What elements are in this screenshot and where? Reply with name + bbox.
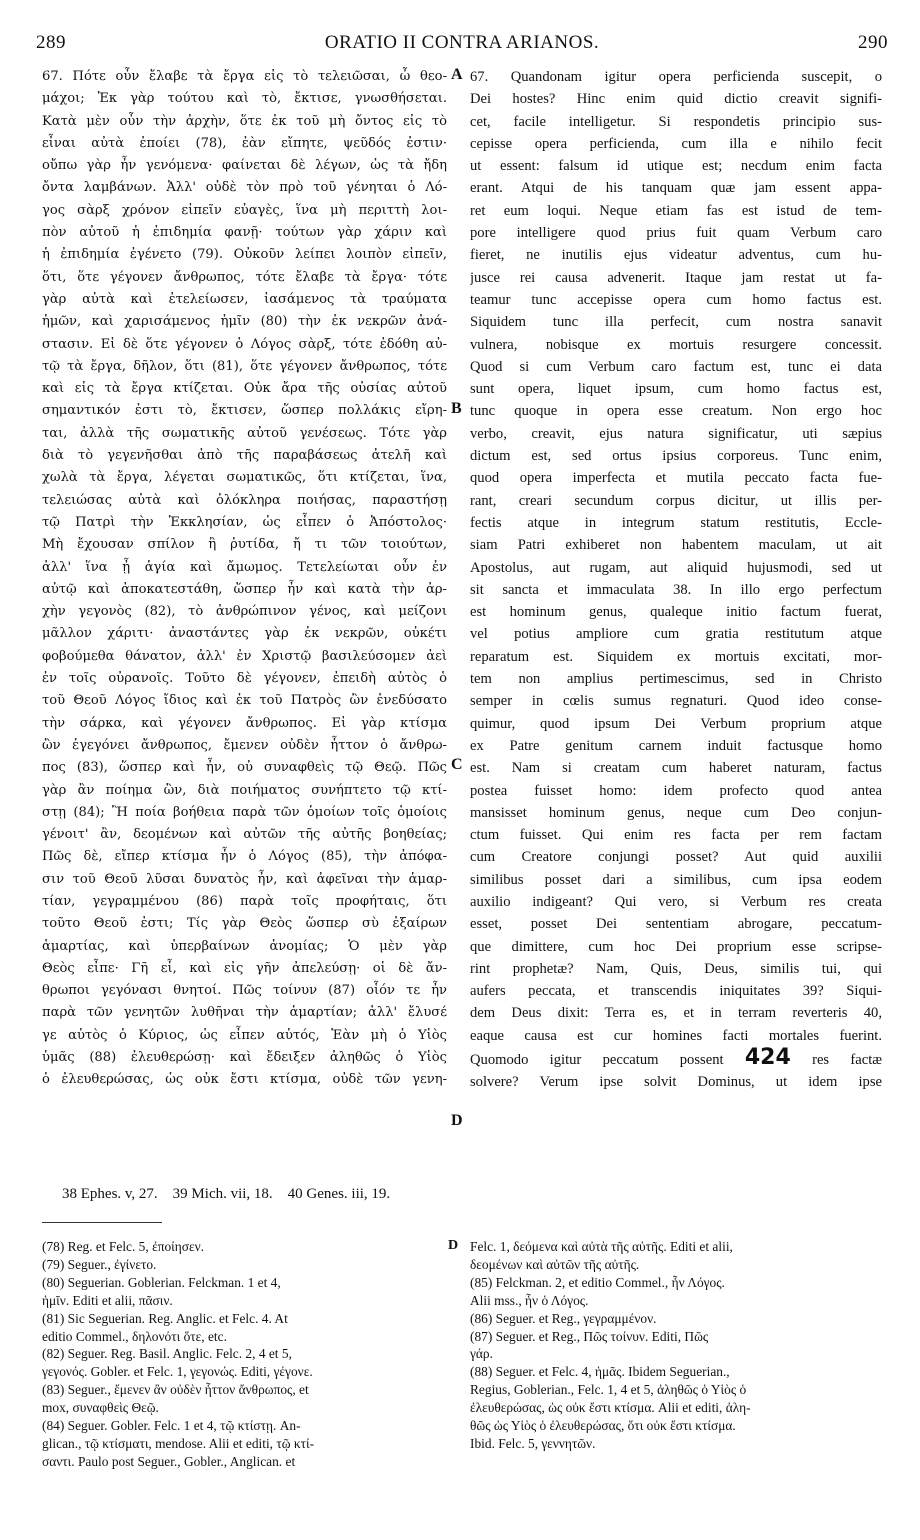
critical-note-line: ἡμῖν. Editi et alii, πᾶσιν. <box>42 1292 173 1308</box>
greek-text-line: γος σὰρξ χρόνον εἰπεῖν εὐαγὲς, ἵνα μὴ περιττὴ λοι- <box>42 202 447 218</box>
greek-text-line: Θεὸς εἶπε· Γῆ εἶ, καὶ εἰς γῆν ἀπελεύσῃ· οἱ δὲ ἄν- <box>42 960 447 976</box>
latin-text-line: cet, facile intelligetur. Si respondetis principio sus- <box>470 113 882 130</box>
greek-text-line: φοβούμεθα θάνατον, ἀλλ' ἐν Χριστῷ βασιλεύσομεν ἀεὶ <box>42 648 447 664</box>
critical-note-line: γάρ. <box>470 1346 493 1362</box>
critical-note-line: σαντι. Paulo post Seguer., Gobler., Anglican. et <box>42 1453 296 1469</box>
latin-text-line: similibus posset dari a similibus, cum ipsa eodem <box>470 871 882 888</box>
greek-text-line: ται, ἀλλὰ τῆς σωματικῆς αὐτοῦ γενέσεως. Τότε γὰρ <box>42 425 447 441</box>
greek-text-line: αὐτῷ καὶ ἀποκατεστάθη, ὥσπερ ἦν καὶ κατὰ τὴν ἀρ- <box>42 581 447 597</box>
latin-text-line: reparatum est. Siquidem ex mortuis excitati, mor- <box>470 648 882 665</box>
latin-text-line: fieret, ne inutilis ejus videatur adventus, cum hu- <box>470 247 882 264</box>
latin-text-line <box>470 1047 882 1071</box>
latin-text-line: tem non amplius pertimescimus, sed in Christo <box>470 671 882 688</box>
latin-text-line: sunt opera, liquet ipsum, cum homo factus est, <box>470 381 882 398</box>
latin-text-line: ret eum loqui. Neque etiam fas est istud de tem- <box>470 202 882 219</box>
greek-text-line: τοῦ Θεοῦ Λόγος ἴδιος καὶ ἐκ τοῦ Πατρὸς ὢν ἐνεδύσατο <box>42 693 447 709</box>
running-title: ORATIO II CONTRA ARIANOS. <box>324 32 600 53</box>
greek-text-line: παρὰ τῶν γενητῶν λυθῆναι τὴν ἁμαρτίαν; ἀλλ' ἔλυσέ <box>42 1005 447 1021</box>
greek-text-line: ὑμᾶς (88) ἐλευθερώσῃ· καὶ ἔδειξεν ἀληθῶς ὁ Υἱὸς <box>42 1050 447 1066</box>
greek-text-line: γένοιτ' ἂν, δεομένων καὶ αὐτῶν τῆς αὐτῆς βοηθείας; <box>42 827 447 843</box>
latin-text-line: quod opera imperfecta et mutila peccato facta fue- <box>470 470 882 487</box>
page-number-left: 289 <box>36 32 66 53</box>
notes-margin-letter-d: D <box>448 1238 459 1253</box>
greek-text-line: τοῦτο Θεοῦ ἐστι; Τίς γὰρ Θεὸς ὥσπερ σὺ ἐξαίρων <box>42 916 447 932</box>
critical-note-line: (78) Reg. et Felc. 5, ἐποίησεν. <box>42 1239 205 1254</box>
latin-text-line: eaque causa est cur homines facti mortales fuerint. <box>470 1027 882 1044</box>
latin-text-line: que dimittere, cum hoc Dei proprium esse scripse- <box>470 938 882 955</box>
greek-text-line: τίαν, γεγραμμένου (86) παρὰ τοῖς προφήταις, ὅτι <box>42 893 447 909</box>
margin-letter-d: D <box>451 1112 463 1129</box>
latin-text-line: cepisse opera perficienda, cum illa e nihilo fecit <box>470 135 882 152</box>
latin-text-line: dictum est, sed ortus ipsius corporeus. Tunc enim, <box>470 448 882 465</box>
greek-text-line: Μὴ ἔχουσαν σπίλον ἢ ῥυτίδα, ἤ τι τῶν τοιούτων, <box>42 537 447 553</box>
latin-text-line: jusce rei causa advenerit. Itaque jam restat ut fa- <box>470 269 882 286</box>
critical-note-line: (86) Seguer. et Reg., γεγραμμένον. <box>470 1310 657 1326</box>
greek-text-line: ὄντα λαμβάνων. Ἀλλ' οὐδὲ τὸν πρὸ τοῦ γένηται ὁ Λό- <box>42 180 447 196</box>
scripture-footnotes: 38 Ephes. v, 27. 39 Mich. vii, 18. 40 Genes. iii, 19. <box>62 1186 391 1202</box>
latin-text-line: vulnera, nobisque ex mortuis resurgere concessit. <box>470 336 882 353</box>
latin-text-line: rint prophetæ? Nam, Quis, Deus, similis tui, qui <box>470 960 882 977</box>
greek-text-line: Πῶς δὲ, εἴπερ κτίσμα ἦν ὁ Λόγος (85), τὴν ἀπόφα- <box>42 849 447 865</box>
edition-page-number: 424 <box>744 1047 791 1071</box>
greek-text-line: ἁμαρτίας, καὶ ὑπερβαίνων ἀνομίας; Ὁ μὲν γὰρ <box>42 938 447 954</box>
greek-text-line: ἡμῶν, καὶ χαρισάμενος ἡμῖν (80) τὴν ἐκ νεκρῶν ἀνά- <box>42 314 447 330</box>
page-number-right: 290 <box>858 32 888 53</box>
greek-text-line: σιν τοῦ Θεοῦ λῦσαι δυνατὸς ἦν, καὶ ἀφεῖναι τὴν ἁμαρ- <box>42 871 447 887</box>
greek-text-line: γε αὐτὸς ὁ Κύριος, ὡς εἶπεν αὐτός, Ἐὰν μὴ ὁ Υἱὸς <box>42 1027 447 1043</box>
latin-text-line: tunc quoque in opera esse creatum. Non ergo hoc <box>470 403 882 420</box>
latin-text-line: teamur tunc accepisse opera cum homo factus est. <box>470 291 882 308</box>
latin-line-segment: res factæ <box>812 1052 882 1069</box>
greek-text-line: οὔπω γὰρ ἦν γενόμενα· φαίνεται δὲ λέγων, ὡς τὰ ἤδη <box>42 158 447 174</box>
greek-text-line: πος (83), ὥσπερ καὶ ἦν, οὐ συναφθεὶς τῷ Θεῷ. Πῶς <box>42 760 447 776</box>
greek-text-line: τῷ τὰ ἔργα, δῆλον, ὅτι (81), ὅτε γέγονεν ἄνθρωπος, τότε <box>42 358 447 374</box>
greek-text-line: τὴν σάρκα, καὶ γέγονεν ἄνθρωπος. Εἰ γὰρ κτίσμα <box>42 715 447 731</box>
greek-text-line: καὶ εἰς τὰ ἔργα κτίζεται. Οὐκ ἄρα τῆς οὐσίας αὐτοῦ <box>42 381 447 397</box>
critical-note-line: (84) Seguer. Gobler. Felc. 1 et 4, τῷ κτίστῃ. An- <box>42 1418 301 1434</box>
critical-note-line: θῶς ὡς Υἱὸς ὁ ἐλευθερώσας, ὅτι οὐκ ἔστι κτίσμα. <box>470 1418 736 1434</box>
greek-text-line: γὰρ ἂν ποίημα ὢν, διὰ ποιήματος συνήπτετο τῷ κτί- <box>42 782 447 798</box>
latin-text-line: erant. Atqui de his tanquam quæ jam essent appa- <box>470 180 882 197</box>
greek-text-line: μάχοι; Ἐκ γὰρ τούτου καὶ τὸ, ἔκτισε, γνωσθήσεται. <box>42 91 447 107</box>
footnote-rule <box>42 1222 162 1223</box>
latin-text-line: pore intelligere quod prius fuit quam Verbum caro <box>470 225 882 242</box>
greek-text-line: ὁ ἐλευθερώσας, ὡς οὐκ ἔστι κτίσμα, οὐδὲ τῶν γενη- <box>42 1072 447 1088</box>
latin-text-line: 67. Quandonam igitur opera perficienda suscepit, o <box>470 69 882 85</box>
critical-note-line: mox, συναφθεὶς Θεῷ. <box>42 1400 159 1416</box>
latin-text-line: aufers peccata, et transcendis iniquitates 39? Siqui- <box>470 983 882 1000</box>
critical-note-line: editio Commel., δηλονότι ὅτε, etc. <box>42 1328 227 1344</box>
latin-text-line: cum Creatore conjungi posset? Aut quid auxilii <box>470 849 882 866</box>
latin-text-line: ctum fuisset. Qui enim res facta per rem factam <box>470 827 882 844</box>
critical-notes-right <box>470 1238 882 1453</box>
critical-note-line: (79) Seguer., ἐγίνετο. <box>42 1256 157 1272</box>
latin-text-line: est. Nam si creatam cum haberet naturam, factus <box>470 760 882 777</box>
latin-text-line: esset, posset Dei sententiam abrogare, peccatum- <box>470 916 882 933</box>
greek-text-line: Κατὰ μὲν οὖν τὴν ἀρχὴν, ὅτε ἐκ τοῦ μὴ ὄντος εἰς τὸ <box>42 113 447 129</box>
critical-note-line: (87) Seguer. et Reg., Πῶς τοίνυν. Editi, Πῶς <box>470 1328 709 1344</box>
critical-note-line: Regius, Goblerian., Felc. 1, 4 et 5, ἀληθῶς ὁ Υἱὸς ὁ <box>470 1382 747 1398</box>
margin-letter-c: C <box>451 756 463 773</box>
latin-text-line: mansisset hominum genus, neque cum Deo conjun- <box>470 804 882 821</box>
latin-text-line: Dei hostes? Hinc enim quid dictio creavit signifi- <box>470 91 882 108</box>
greek-text-line: γὰρ αὐτὰ καὶ ἐτελείωσεν, ἰασάμενος τὰ τραύματα <box>42 291 447 307</box>
latin-text-line: postea fuisset homo: idem profecto quod antea <box>470 782 882 799</box>
greek-text-line: ἀλλ' ἵνα ᾖ ἁγία καὶ ἄμωμος. Τετελείωται οὖν ἐν <box>42 559 447 575</box>
latin-text-line: verbo, creavit, ejus natura significatur, uti sæpius <box>470 425 882 442</box>
latin-text-line: dem Deus dixit: Terra es, et in terram reverteris 40, <box>470 1005 882 1022</box>
greek-text-line: ὢν ἐγεγόνει ἄνθρωπος, ἔμενεν οὐδὲν ἧττον ὁ ἄνθρω- <box>42 737 447 753</box>
greek-text-line: χὴν γεγονὸς (82), τὸ ἀνθρώπινον γένος, καὶ μείζονι <box>42 604 447 620</box>
critical-note-line: ἐλευθερώσας, ὡς οὐκ ἔστι κτίσμα. Alii et editi, ἀλη- <box>470 1400 751 1416</box>
critical-note-line: (85) Felckman. 2, et editio Commel., ἦν Λόγος. <box>470 1274 725 1290</box>
latin-text-line: Siquidem tunc illa perfecit, cum nostra sanavit <box>470 314 882 331</box>
greek-text-line: διὰ τὸ γεγενῆσθαι ἀπὸ τῆς παραβάσεως ἀτελῆ καὶ <box>42 448 447 464</box>
greek-text-line: χωλὰ τὰ ἔργα, λέγεται σωματικῶς, ὅτι κτίζεται, ἵνα, <box>42 470 447 486</box>
greek-text-line: τελειώσας αὐτὰ καὶ ὁλόκληρα ποιήσας, παραστήσῃ <box>42 492 447 508</box>
critical-note-line: δεομένων καὶ αὐτῶν τῆς αὐτῆς. <box>470 1256 640 1272</box>
greek-text-column <box>42 66 447 1092</box>
margin-letter-b: B <box>451 400 462 417</box>
latin-text-line: rant, creari secundum corpus dicitur, ut illis per- <box>470 492 882 509</box>
greek-text-line: 67. Πότε οὖν ἔλαβε τὰ ἔργα εἰς τὸ τελειῶσαι, ὦ θεο- <box>42 69 447 84</box>
latin-text-line: Quod si cum Verbum caro factum est, tunc ei data <box>470 358 882 375</box>
greek-text-line: εἶναι αὐτὰ ἐποίει (78), ἐὰν εἴπητε, ψεῦδός ἐστιν· <box>42 135 447 151</box>
greek-text-line: τῷ Πατρὶ τὴν Ἐκκλησίαν, ὡς εἶπεν ὁ Ἀπόστολος· <box>42 514 447 530</box>
latin-text-line: Apostolus, aut rugam, aut aliquid hujusmodi, sed ut <box>470 559 882 576</box>
latin-text-line: fectis atque in integrum statum restitutis, Eccle- <box>470 514 882 531</box>
latin-text-line: semper in cœlis sumus regnaturi. Quod ideo conse- <box>470 693 882 710</box>
latin-line-segment: Quomodo igitur peccatum possent <box>470 1052 724 1069</box>
latin-text-line: quimur, quod ipsum Dei Verbum proprium atque <box>470 715 882 732</box>
latin-text-line: vel potius ampliore cum gratia restitutum atque <box>470 626 882 643</box>
greek-text-line: στῃ (84); Ἢ ποία βοήθεια παρὰ τῶν ὁμοίων τοῖς ὁμοίοις <box>42 804 447 820</box>
greek-text-line: ὅτι, ὅτε γέγονεν ἄνθρωπος, τότε ἔλαβε τὰ ἔργα· τότε <box>42 269 447 285</box>
critical-note-line: glican., τῷ κτίσματι, mendose. Alii et editi, τῷ κτί- <box>42 1435 315 1451</box>
greek-text-line: στασιν. Εἰ δὲ ὅτε γέγονεν ὁ Λόγος σὰρξ, τότε ἐδόθη αὐ- <box>42 336 447 352</box>
latin-text-column <box>470 66 882 1094</box>
latin-text-line: ex Patre genitum carnem induit factusque homo <box>470 737 882 754</box>
critical-note-line: (82) Seguer. Reg. Basil. Anglic. Felc. 2, 4 et 5, <box>42 1346 292 1362</box>
greek-text-line: σημαντικόν ἐστι τὸ, ἔκτισεν, ὥσπερ πολλάκις εἴρη- <box>42 403 447 419</box>
latin-text-line: ut essent: falsum id utique est; necdum enim facta <box>470 158 882 175</box>
critical-notes-left <box>42 1238 442 1471</box>
latin-text-line: auxilio indigeant? Qui vero, si Verbum res creata <box>470 893 882 910</box>
critical-note-line: (83) Seguer., ἔμενεν ἂν οὐδὲν ἧττον ἄνθρωπος, et <box>42 1382 309 1398</box>
margin-letter-a: A <box>451 66 463 83</box>
latin-text-line: solvere? Verum ipse solvit Dominus, ut idem ipse <box>470 1074 882 1091</box>
critical-note-line: (80) Seguerian. Goblerian. Felckman. 1 et 4, <box>42 1274 281 1290</box>
critical-note-line: Felc. 1, δεόμενα καὶ αὐτὰ τῆς αὐτῆς. Editi et alii, <box>470 1239 733 1254</box>
greek-text-line: μᾶλλον χάριτι· ἀναστάντες γὰρ ἐκ νεκρῶν, οὐκέτι <box>42 626 447 642</box>
latin-text-line: siam Patri exhiberet non habentem maculam, ut ait <box>470 537 882 554</box>
greek-text-line: ἡ ἐπιδημία ἐγένετο (79). Οὐκοῦν λείπει λοιπὸν εἰπεῖν, <box>42 247 447 263</box>
latin-text-line: sit sancta et immaculata 38. In illo ergo perfectum <box>470 581 882 598</box>
critical-note-line: Ibid. Felc. 5, γεννητῶν. <box>470 1435 596 1451</box>
latin-text-line: est hominum genus, qualeque initio factum fuerat, <box>470 604 882 621</box>
greek-text-line: πὸν αὐτοῦ ἡ ἐπιδημία φανῇ· τούτων γὰρ χάριν καὶ <box>42 225 447 241</box>
critical-note-line: γεγονός. Gobler. et Felc. 1, γεγονώς. Editi, γέγονε. <box>42 1364 313 1380</box>
critical-note-line: (81) Sic Seguerian. Reg. Anglic. et Felc. 4. At <box>42 1310 288 1326</box>
greek-text-line: θρωποι γεγόνασι θνητοί. Πῶς τοίνυν (87) οἷόν τε ἦν <box>42 983 447 999</box>
critical-note-line: Alii mss., ἦν ὁ Λόγος. <box>470 1292 589 1308</box>
critical-note-line: (88) Seguer. et Felc. 4, ἡμᾶς. Ibidem Seguerian., <box>470 1364 730 1380</box>
running-header <box>36 32 888 56</box>
greek-text-line: ἐν τοῖς οὐρανοῖς. Τοῦτο δὲ γέγονεν, ἐπειδὴ αὐτὸς ὁ <box>42 671 447 687</box>
